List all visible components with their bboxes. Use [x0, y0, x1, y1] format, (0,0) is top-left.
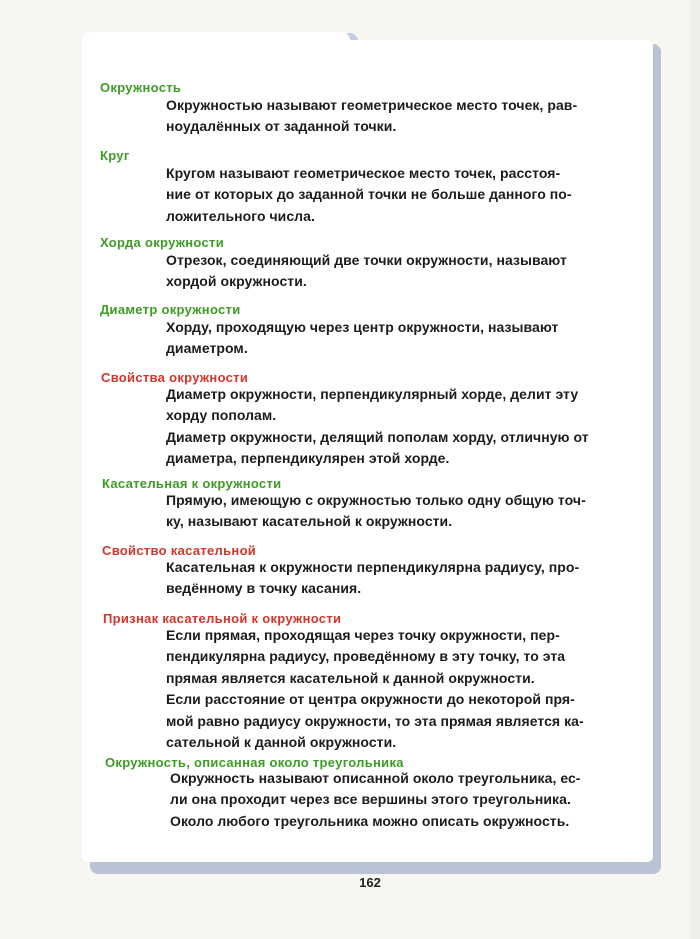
- section-heading: Свойство касательной: [102, 543, 257, 558]
- text-line: хорду пополам.: [166, 407, 277, 424]
- section-body: [166, 163, 638, 227]
- text-line: Диаметр окружности, делящий пополам хорду, отличную от: [166, 428, 589, 445]
- text-line: Если прямая, проходящая через точку окружности, пер-: [166, 627, 560, 643]
- text-line: мой равно радиусу окружности, то эта прямая является ка-: [166, 712, 584, 729]
- page-edge: [690, 0, 700, 939]
- section-body: [166, 250, 638, 293]
- text-line: Хорду, проходящую через центр окружности, называют: [166, 319, 559, 335]
- text-line: прямая является касательной к данной окружности.: [166, 669, 535, 686]
- text-line: пендикулярна радиусу, проведённому в эту точку, то эта: [166, 648, 566, 665]
- section-heading: Хорда окружности: [100, 235, 224, 250]
- text-line: Отрезок, соединяющий две точки окружности, называют: [166, 252, 567, 268]
- section-heading: Круг: [100, 148, 130, 163]
- text-line: Кругом называют геометрическое место точек, расстоя-: [166, 165, 561, 181]
- page-number: 162: [359, 875, 381, 890]
- section-heading: Касательная к окружности: [102, 476, 282, 491]
- text-line: Окружность называют описанной около треугольника, ес-: [170, 770, 581, 786]
- text-line: Диаметр окружности, перпендикулярный хорде, делит эту: [166, 386, 579, 402]
- section-body: [166, 557, 638, 600]
- text-line: Около любого треугольника можно описать окружность.: [170, 812, 570, 829]
- text-line: диаметра, перпендикулярен этой хорде.: [166, 450, 450, 467]
- section-heading: Окружность, описанная около треугольника: [105, 755, 404, 770]
- section-heading: Свойства окружности: [101, 370, 249, 385]
- text-line: ние от которых до заданной точки не больше данного по-: [166, 186, 572, 203]
- text-line: ли она проходит через все вершины этого треугольника.: [170, 791, 571, 808]
- section-body: [166, 384, 638, 470]
- text-line: Касательная к окружности перпендикулярна радиусу, про-: [166, 559, 580, 575]
- text-line: хордой окружности.: [166, 273, 307, 290]
- text-line: ложительного числа.: [166, 207, 315, 224]
- section-heading: Диаметр окружности: [100, 302, 241, 317]
- section-body: [166, 490, 638, 533]
- text-line: ноудалённых от заданной точки.: [166, 118, 397, 135]
- text-line: Прямую, имеющую с окружностью только одну общую точ-: [166, 492, 586, 508]
- text-line: ку, называют касательной к окружности.: [166, 513, 453, 530]
- section-body: [170, 768, 642, 832]
- text-line: Если расстояние от центра окружности до некоторой пря-: [166, 691, 575, 708]
- section-heading: Признак касательной к окружности: [103, 611, 342, 626]
- section-body: [166, 625, 638, 753]
- section-heading: Окружность: [100, 80, 182, 95]
- section-body: [166, 95, 638, 138]
- section-body: [166, 317, 638, 360]
- text-line: диаметром.: [166, 340, 248, 357]
- text-line: сательной к данной окружности.: [166, 734, 397, 751]
- text-line: ведённому в точку касания.: [166, 580, 362, 597]
- text-line: Окружностью называют геометрическое место точек, рав-: [166, 97, 578, 113]
